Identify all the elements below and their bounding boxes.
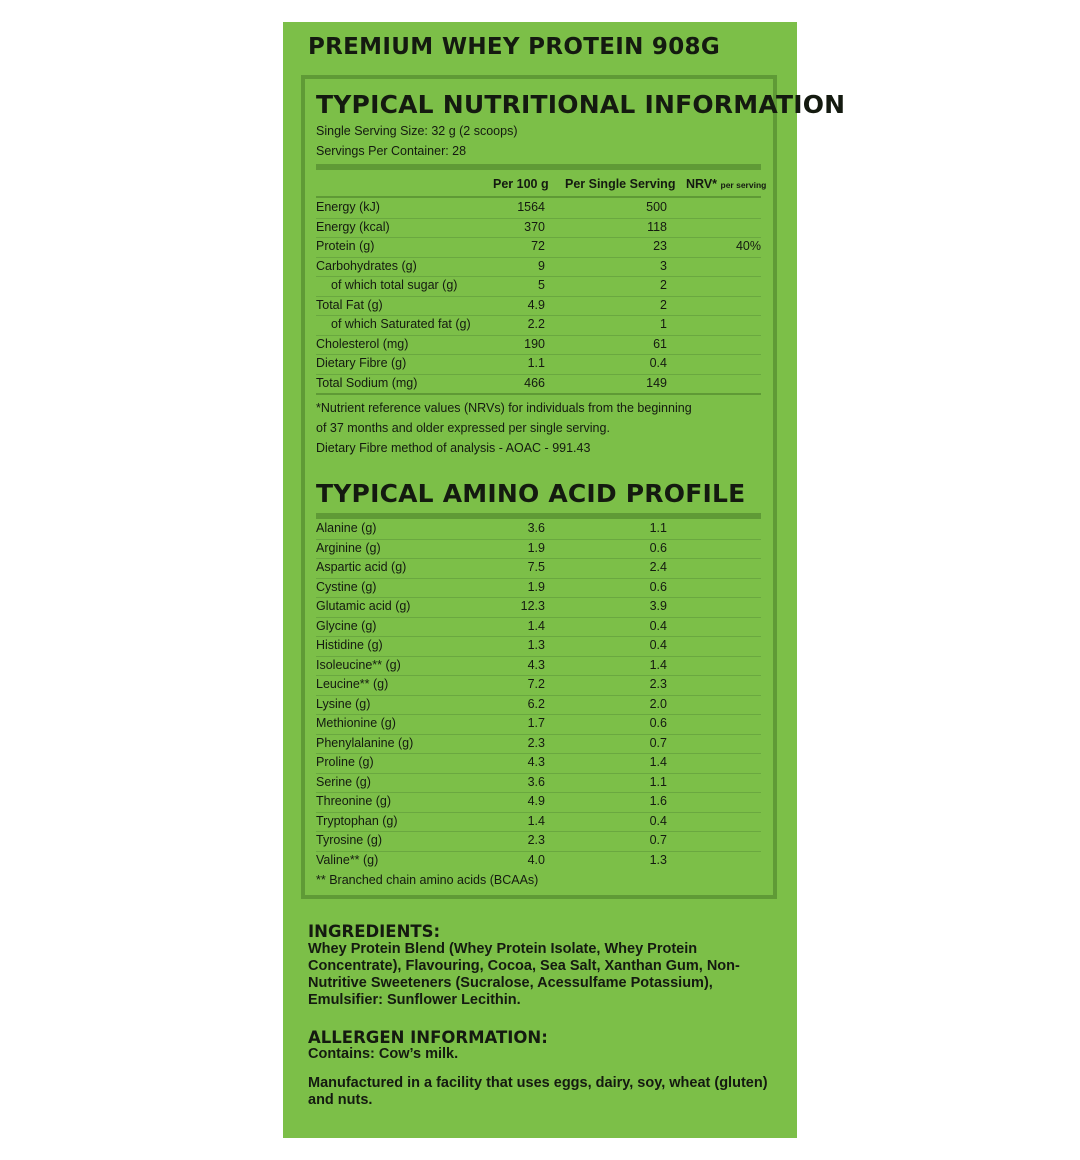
row-value-serving: 1 <box>660 317 667 331</box>
table-row <box>316 559 761 579</box>
table-row <box>316 676 761 696</box>
table-row <box>316 277 761 297</box>
row-value-per100: 5 <box>538 278 545 292</box>
table-row <box>316 219 761 239</box>
nutrition-heading: TYPICAL NUTRITIONAL INFORMATION <box>316 90 846 119</box>
row-value-serving: 0.4 <box>649 638 667 652</box>
table-row <box>316 258 761 278</box>
row-label: Carbohydrates (g) <box>316 258 417 273</box>
row-label: Methionine (g) <box>316 716 396 730</box>
row-value-serving: 500 <box>646 200 667 214</box>
row-value-serving: 2.4 <box>649 560 667 574</box>
row-label: Leucine** (g) <box>316 677 389 691</box>
table-row <box>316 579 761 599</box>
row-label: Total Fat (g) <box>316 297 383 312</box>
row-label: Glutamic acid (g) <box>316 599 411 613</box>
row-value-per100: 190 <box>524 336 545 351</box>
row-label: Cholesterol (mg) <box>316 336 409 351</box>
amino-heading: TYPICAL AMINO ACID PROFILE <box>316 479 746 508</box>
row-label: Aspartic acid (g) <box>316 560 407 574</box>
row-value-serving: 23 <box>653 239 667 253</box>
row-value-serving: 0.7 <box>649 735 667 750</box>
table-row <box>316 336 761 356</box>
row-value-per100: 7.2 <box>527 677 545 691</box>
row-value-serving: 118 <box>647 219 667 234</box>
row-label: of which Saturated fat (g) <box>331 317 471 331</box>
row-value-serving: 0.6 <box>649 716 667 730</box>
row-value-serving: 61 <box>653 336 667 351</box>
divider-thick <box>316 513 761 519</box>
allergen-heading: ALLERGEN INFORMATION: <box>308 1028 548 1047</box>
row-label: Phenylalanine (g) <box>316 735 414 750</box>
row-value-serving: 1.4 <box>649 657 667 672</box>
table-row <box>316 618 761 638</box>
nrv-sub-label: per serving <box>720 180 767 190</box>
row-label: Glycine (g) <box>316 618 377 633</box>
table-row <box>316 735 761 755</box>
row-value-per100: 9 <box>538 258 545 273</box>
nrv-footnote-line-1: *Nutrient reference values (NRVs) for individuals from the beginning <box>316 401 692 415</box>
row-value-per100: 370 <box>524 219 545 234</box>
col-header-nrv <box>686 177 766 191</box>
product-title: PREMIUM WHEY PROTEIN 908G <box>308 34 721 60</box>
row-label: Total Sodium (mg) <box>316 375 418 390</box>
table-row <box>316 715 761 735</box>
row-value-serving: 3.9 <box>649 599 667 613</box>
row-value-per100: 2.3 <box>527 735 545 750</box>
allergen-contains: Contains: Cow’s milk. <box>308 1046 459 1062</box>
servings-per-container: Servings Per Container: 28 <box>316 144 467 158</box>
table-row <box>316 540 761 560</box>
row-value-serving: 0.4 <box>649 813 667 828</box>
row-label: Arginine (g) <box>316 540 381 555</box>
row-value-serving: 3 <box>660 258 667 273</box>
row-label: Threonine (g) <box>316 794 392 808</box>
row-value-serving: 1.3 <box>649 852 667 867</box>
row-value-serving: 2.0 <box>649 696 667 711</box>
nrv-footnote-line-2: of 37 months and older expressed per single serving. <box>316 421 610 435</box>
row-value-per100: 2.2 <box>527 317 545 331</box>
row-label: of which total sugar (g) <box>331 278 458 292</box>
row-value-per100: 1564 <box>517 200 545 214</box>
table-row <box>316 316 761 336</box>
table-row <box>316 598 761 618</box>
row-label: Proline (g) <box>316 755 374 769</box>
row-value-per100: 4.3 <box>527 657 545 672</box>
row-value-serving: 1.4 <box>649 755 667 769</box>
row-value-per100: 6.2 <box>527 696 545 711</box>
row-value-per100: 7.5 <box>527 560 545 574</box>
row-value-per100: 72 <box>531 239 545 253</box>
row-label: Alanine (g) <box>316 521 377 535</box>
row-value-per100: 12.3 <box>520 599 545 613</box>
row-value-serving: 149 <box>646 375 667 390</box>
row-value-per100: 1.1 <box>527 356 545 370</box>
row-value-serving: 1.1 <box>649 774 667 789</box>
table-row <box>316 637 761 657</box>
row-value-serving: 1.6 <box>649 794 667 808</box>
row-value-serving: 0.7 <box>649 833 667 847</box>
row-label: Energy (kJ) <box>316 200 380 214</box>
row-value-per100: 4.3 <box>527 755 545 769</box>
row-value-serving: 0.6 <box>649 579 667 594</box>
row-value-serving: 1.1 <box>649 521 667 535</box>
row-value-per100: 1.4 <box>527 813 545 828</box>
table-row <box>316 355 761 375</box>
table-row <box>316 696 761 716</box>
row-label: Energy (kcal) <box>316 219 390 234</box>
divider-thin <box>316 196 761 198</box>
row-label: Dietary Fibre (g) <box>316 356 407 370</box>
row-label: Histidine (g) <box>316 638 383 652</box>
row-label: Valine** (g) <box>316 852 379 867</box>
row-value-per100: 1.4 <box>527 618 545 633</box>
row-label: Lysine (g) <box>316 696 371 711</box>
row-value-serving: 0.6 <box>649 540 667 555</box>
table-row <box>316 852 761 872</box>
table-row <box>316 520 761 540</box>
col-header-per100: Per 100 g <box>493 177 549 191</box>
row-value-per100: 2.3 <box>527 833 545 847</box>
row-label: Isoleucine** (g) <box>316 657 401 672</box>
serving-size: Single Serving Size: 32 g (2 scoops) <box>316 124 518 138</box>
row-value-serving: 2.3 <box>649 677 667 691</box>
row-value-per100: 466 <box>524 375 545 390</box>
row-value-per100: 4.9 <box>527 297 545 312</box>
facility-statement: Manufactured in a facility that uses eggs, dairy, soy, wheat (gluten) and nuts. <box>308 1075 768 1108</box>
table-row <box>316 832 761 852</box>
divider-thick <box>316 164 761 170</box>
row-value-per100: 1.9 <box>527 579 545 594</box>
row-label: Cystine (g) <box>316 579 377 594</box>
row-label: Serine (g) <box>316 774 371 789</box>
table-row <box>316 754 761 774</box>
table-row <box>316 813 761 833</box>
table-row <box>316 657 761 677</box>
row-value-per100: 1.3 <box>527 638 545 652</box>
row-label: Tryptophan (g) <box>316 813 398 828</box>
table-row <box>316 375 761 395</box>
row-value-per100: 3.6 <box>527 774 545 789</box>
row-value-serving: 2 <box>660 297 667 312</box>
row-value-per100: 1.7 <box>527 716 545 730</box>
row-value-per100: 1.9 <box>527 540 545 555</box>
nrv-label: NRV* <box>686 177 718 191</box>
row-value-per100: 3.6 <box>527 521 545 535</box>
ingredients-text: Whey Protein Blend (Whey Protein Isolate, Whey Protein Concentrate), Flavouring, Cocoa, Sea Salt, Xanthan Gum, Non-Nutritive Sweeteners (Sucralose, Acessulfame Potassium), Emulsifier: Sunflower Lecithin. <box>308 941 740 1008</box>
row-value-nrv: 40% <box>735 239 761 253</box>
table-row <box>316 199 761 219</box>
row-label: Protein (g) <box>316 239 375 253</box>
bcaa-footnote: ** Branched chain amino acids (BCAAs) <box>316 873 539 887</box>
table-row <box>316 774 761 794</box>
row-value-per100: 4.0 <box>527 852 545 867</box>
ingredients-heading: INGREDIENTS: <box>308 922 441 941</box>
row-label: Tyrosine (g) <box>316 833 382 847</box>
row-value-serving: 2 <box>660 278 667 292</box>
table-row <box>316 793 761 813</box>
divider-thin <box>316 393 761 395</box>
fibre-method-note: Dietary Fibre method of analysis - AOAC - 991.43 <box>316 441 591 455</box>
col-header-serving: Per Single Serving <box>565 177 676 191</box>
row-value-serving: 0.4 <box>649 618 667 633</box>
table-row <box>316 238 761 258</box>
row-value-serving: 0.4 <box>649 356 667 370</box>
row-value-per100: 4.9 <box>527 794 545 808</box>
table-row <box>316 297 761 317</box>
